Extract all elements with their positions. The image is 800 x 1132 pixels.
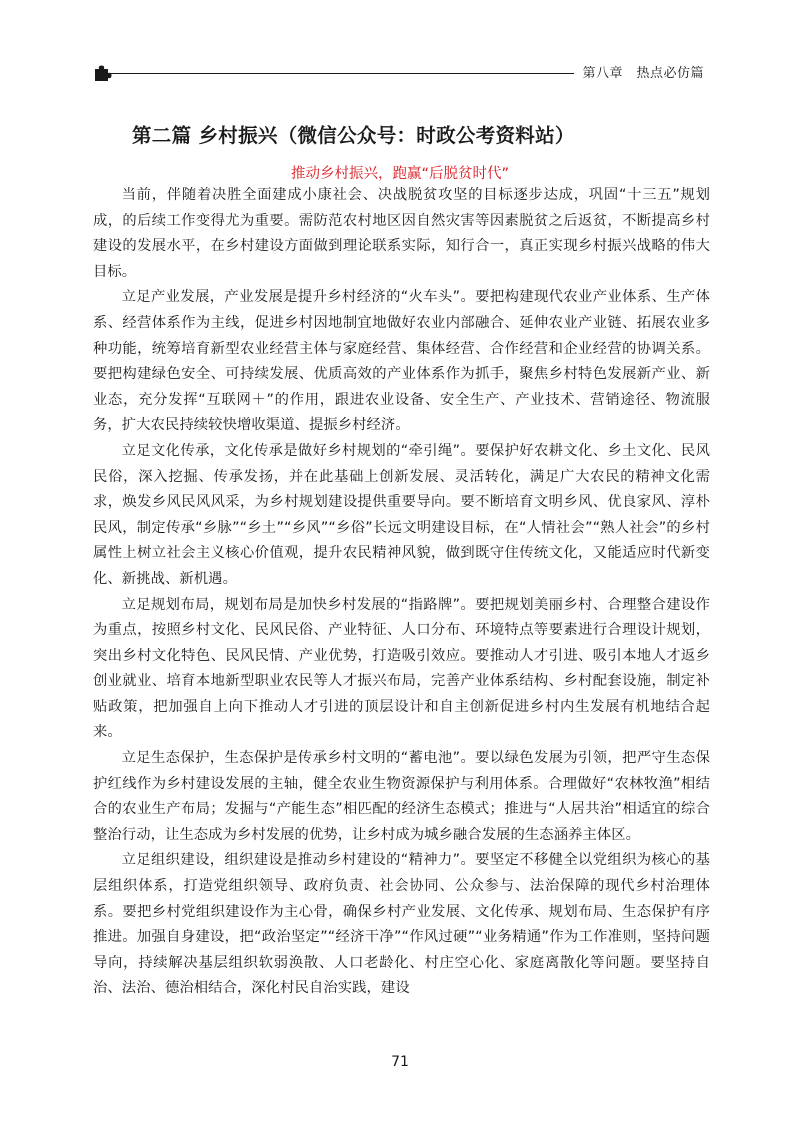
article-subtitle: 推动乡村振兴，跑赢“后脱贫时代” xyxy=(290,166,510,182)
page-title: 第二篇 乡村振兴（微信公众号：时政公考资料站） xyxy=(132,124,575,147)
paragraph-organization: 立足组织建设，组织建设是推动乡村建设的“精神力”。要坚定不移健全以党组织为核心的基层组织体系，打造党组织领导、政府负责、社会协同、公众参与、法治保障的现代乡村治理体系。要把乡村党组织建设作为主心骨，确保乡村产业发展、文化传承、规划布局、生态保护有序推进。加强自身建设，把“政治坚定”“经济干净”“作风过硬”“业务精通”作为工作准则，坚持问题导向，持续解决基层组织软弱涣散、人口老龄化、村庄空心化、家庭离散化等问题。要坚持自治、法治、德治相结合，深化村民自治实践，建设 xyxy=(93,852,710,997)
chapter-title: 第八章 热点必仿篇 xyxy=(574,62,704,81)
paragraph-industry: 立足产业发展，产业发展是提升乡村经济的“火车头”。要把构建现代农业产业体系、生产体系、经营体系作为主线，促进乡村因地制宜地做好农业内部融合、延伸农业产业链、拓展农业多种功能，统筹培育新型农业经营主体与家庭经营、集体经营、合作经营和企业经营的协调关系。要把构建绿色安全、可持续发展、优质高效的产业体系作为抓手，聚焦乡村特色发展新产业、新业态，充分发挥“互联网＋”的作用，跟进农业设备、安全生产、产业技术、营销途径、物流服务，扩大农民持续较快增收渠道、提振乡村经济。 xyxy=(93,289,710,434)
paragraph-intro: 当前，伴随着决胜全面建成小康社会、决战脱贫攻坚的目标逐步达成，巩固“十三五”规划成，的后续工作变得尤为重要。需防范农村地区因自然灾害等因素脱贫之后返贫，不断提高乡村建设的发展水平，在乡村建设方面做到理论联系实际，知行合一，真正实现乡村振兴战略的伟大目标。 xyxy=(93,187,710,280)
paragraph-culture: 立足文化传承，文化传承是做好乡村规划的“牵引绳”。要保护好农耕文化、乡土文化、民风民俗，深入挖掘、传承发扬，并在此基础上创新发展、灵活转化，满足广大农民的精神文化需求，焕发乡风民风风采，为乡村规划建设提供重要导向。要不断培育文明乡风、优良家风、淳朴民风，制定传承“乡脉”“乡土”“乡风”“乡俗”长远文明建设目标，在“人情社会”“熟人社会”的乡村属性上树立社会主义核心价值观，提升农民精神风貌，做到既守住传统文化，又能适应时代新变化、新挑战、新机遇。 xyxy=(93,442,710,587)
article-body xyxy=(93,183,710,1002)
paragraph-planning: 立足规划布局，规划布局是加快乡村发展的“指路牌”。要把规划美丽乡村、合理整合建设作为重点，按照乡村文化、民风民俗、产业特征、人口分布、环境特点等要素进行合理设计规划，突出乡村文化特色、民风民情、产业优势，打造吸引效应。要推动人才引进、吸引本地人才返乡创业就业、培育本地新型职业农民等人才振兴布局，完善产业体系结构、乡村配套设施，制定补贴政策，把加强自上向下推动人才引进的顶层设计和自主创新促进乡村内生发展有机地结合起来。 xyxy=(93,596,710,741)
puzzle-piece-icon xyxy=(92,63,112,83)
paragraph-ecology: 立足生态保护，生态保护是传承乡村文明的“蓄电池”。要以绿色发展为引领，把严守生态保护红线作为乡村建设发展的主轴，健全农业生物资源保护与利用体系。合理做好“农林牧渔”相结合的农业生产布局；发掘与“产能生态”相匹配的经济生态模式；推进与“人居共治”相适宜的综合整治行动，让生态成为乡村发展的优势，让乡村成为城乡融合发展的生态涵养主体区。 xyxy=(93,750,710,843)
page-number: 71 xyxy=(391,1054,409,1070)
